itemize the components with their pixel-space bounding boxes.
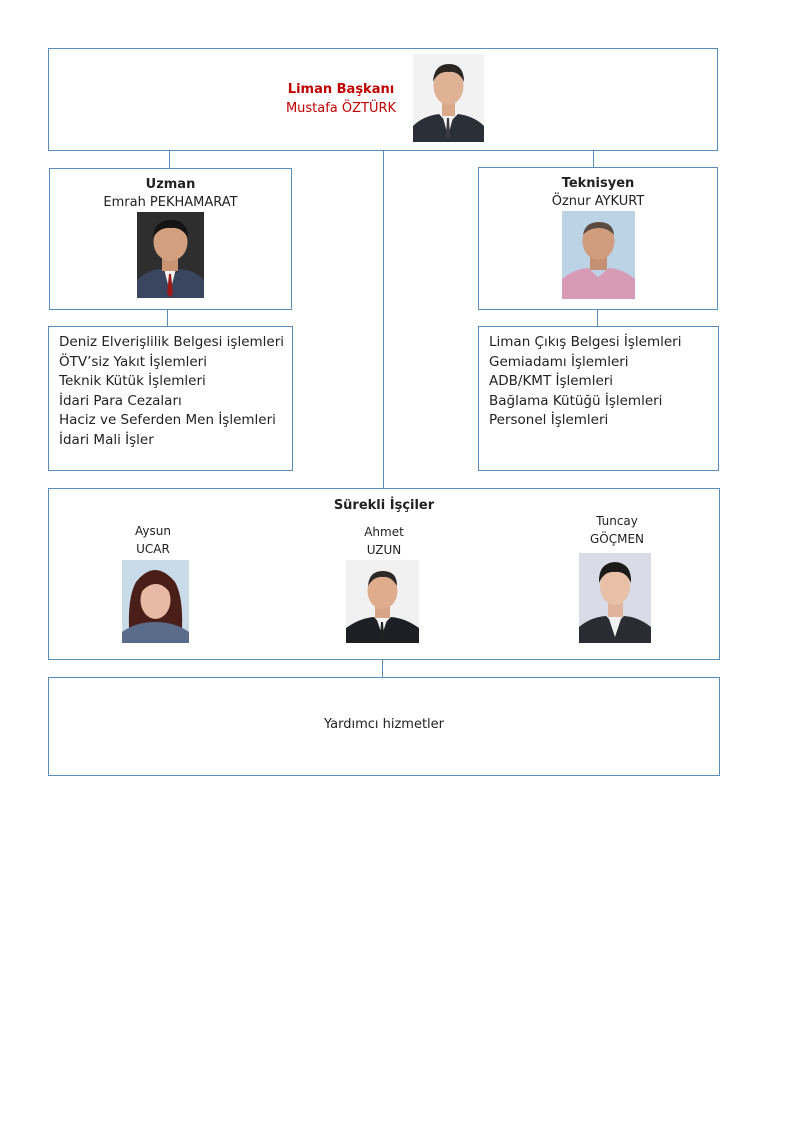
expert-duties-list <box>59 333 284 450</box>
worker-first-name: Tuncay <box>596 514 638 528</box>
connector-workers-support <box>382 659 383 678</box>
technician-box <box>478 167 718 310</box>
duty-item: Liman Çıkış Belgesi İşlemleri <box>489 334 682 350</box>
head-portrait-photo <box>413 54 484 142</box>
head-title: Liman Başkanı <box>287 82 395 97</box>
expert-title: Uzman <box>145 177 196 192</box>
worker-first-name: Ahmet <box>364 525 404 539</box>
duty-item: Bağlama Kütüğü İşlemleri <box>489 392 663 409</box>
duty-item: ÖTV’siz Yakıt İşlemleri <box>59 353 207 370</box>
worker-last-name: UZUN <box>366 543 402 557</box>
technician-duties-list <box>489 333 681 431</box>
head-name: Mustafa ÖZTÜRK <box>285 101 397 116</box>
expert-duties-box <box>48 326 293 471</box>
duty-item: Gemiadamı İşlemleri <box>489 353 629 370</box>
worker-portrait-photo <box>122 560 189 643</box>
technician-duties-box <box>478 326 719 471</box>
duty-item: ADB/KMT İşlemleri <box>489 373 614 389</box>
worker-last-name: GÖÇMEN <box>589 532 645 546</box>
duty-item: Personel İşlemleri <box>489 412 609 428</box>
connector-head-workers <box>383 150 384 489</box>
expert-box <box>49 168 292 310</box>
connector-head-technician <box>593 150 594 168</box>
worker-first-name: Aysun <box>135 524 171 538</box>
connector-head-expert <box>169 150 170 168</box>
support-box <box>48 677 720 776</box>
worker-portrait-photo <box>579 553 651 643</box>
connector-technician-duties <box>597 309 598 327</box>
worker-last-name: UCAR <box>136 542 170 556</box>
duty-item: Teknik Kütük İşlemleri <box>59 373 206 389</box>
expert-name: Emrah PEKHAMARAT <box>103 195 238 210</box>
duty-item: İdari Para Cezaları <box>59 392 182 409</box>
connector-expert-duties <box>167 309 168 327</box>
technician-portrait-photo <box>562 211 635 299</box>
duty-item: İdari Mali İşler <box>59 431 154 448</box>
expert-portrait-photo <box>137 212 204 298</box>
worker-portrait-photo <box>346 560 419 643</box>
duty-item: Haciz ve Seferden Men İşlemleri <box>59 412 276 428</box>
technician-name: Öznur AYKURT <box>551 194 645 209</box>
support-label: Yardımcı hizmetler <box>323 717 445 732</box>
duty-item: Deniz Elverişlilik Belgesi işlemleri <box>59 334 285 350</box>
technician-title: Teknisyen <box>561 176 635 191</box>
head-box <box>48 48 718 151</box>
workers-title: Sürekli İşçiler <box>333 498 435 513</box>
workers-box <box>48 488 720 660</box>
